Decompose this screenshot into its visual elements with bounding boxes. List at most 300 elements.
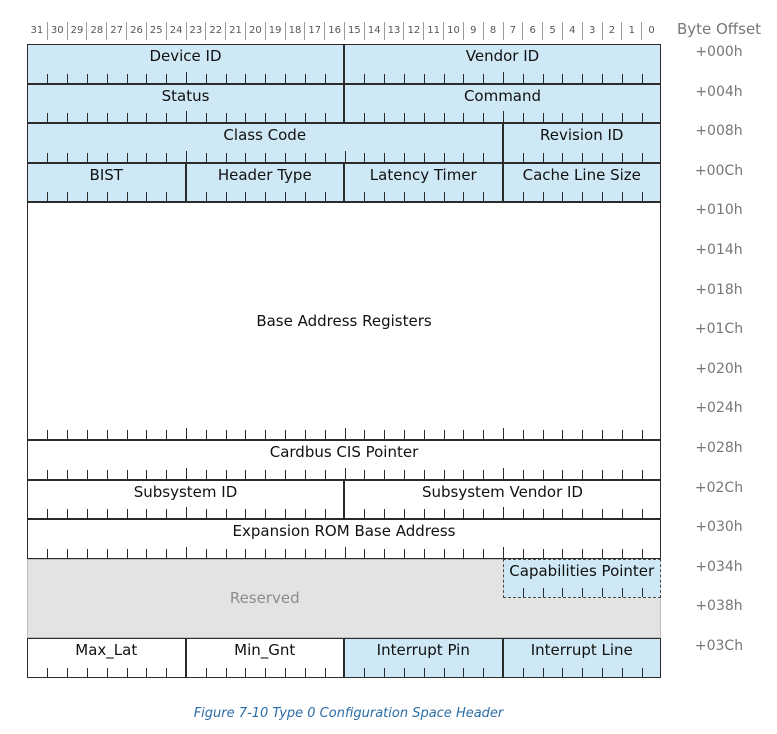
bit-tick	[463, 74, 464, 83]
bit-tick	[463, 470, 464, 479]
bit-tick	[602, 153, 603, 162]
bit-tick	[305, 430, 306, 439]
field-subsystem-id	[27, 480, 344, 520]
bit-tick	[523, 74, 524, 83]
byte-offset: +02Ch	[694, 479, 744, 496]
field-base-address-registers	[27, 202, 661, 440]
field-status	[27, 84, 344, 124]
bit-tick	[166, 153, 167, 162]
bit-tick	[166, 470, 167, 479]
field-reserved-label: Reserved	[229, 589, 300, 608]
bit-tick	[166, 192, 167, 201]
bit-tick	[127, 549, 128, 558]
bit-tick	[107, 113, 108, 122]
bit-tick	[503, 547, 504, 558]
bit-tick	[523, 113, 524, 122]
bit-tick	[146, 668, 147, 677]
bit-tick	[325, 470, 326, 479]
bit-tick	[285, 668, 286, 677]
field-device-id-label: Device ID	[149, 47, 222, 65]
bit-tick	[325, 74, 326, 83]
bit-tick	[245, 509, 246, 518]
bit-tick	[127, 74, 128, 83]
bit-tick	[463, 113, 464, 122]
bit-tick	[582, 588, 583, 597]
bit-tick	[364, 192, 365, 201]
bit-tick	[444, 430, 445, 439]
bit-tick	[226, 113, 227, 122]
bit-tick	[622, 74, 623, 83]
bit-tick	[47, 74, 48, 83]
bit-tick	[226, 74, 227, 83]
bit-tick	[602, 588, 603, 597]
bit-tick	[285, 509, 286, 518]
bit-tick	[404, 153, 405, 162]
bit-ticks	[28, 113, 343, 122]
bit-tick	[444, 470, 445, 479]
bit-tick	[543, 549, 544, 558]
bit-number: 7	[503, 22, 523, 40]
bit-tick	[265, 509, 266, 518]
bit-tick	[523, 153, 524, 162]
bit-number: 15	[344, 22, 364, 40]
field-bist	[27, 163, 186, 203]
bit-ticks	[504, 153, 661, 162]
bit-number: 31	[30, 25, 44, 36]
bit-number: 30	[47, 22, 67, 40]
bit-tick	[523, 192, 524, 201]
bit-tick	[602, 470, 603, 479]
bit-tick	[67, 153, 68, 162]
bit-tick	[444, 549, 445, 558]
bit-tick	[186, 547, 187, 558]
bit-tick	[245, 74, 246, 83]
bit-tick	[384, 470, 385, 479]
bit-tick	[562, 668, 563, 677]
bit-tick	[285, 430, 286, 439]
bit-tick	[424, 113, 425, 122]
bit-tick	[345, 428, 346, 439]
bit-tick	[384, 74, 385, 83]
bit-number: 2	[602, 22, 622, 40]
bit-tick	[285, 549, 286, 558]
field-capabilities-pointer	[503, 559, 662, 599]
bit-tick	[562, 509, 563, 518]
byte-offset: +03Ch	[694, 638, 744, 654]
bit-tick	[562, 470, 563, 479]
bit-tick	[622, 509, 623, 518]
bit-tick	[325, 430, 326, 439]
field-interrupt-pin-label: Interrupt Pin	[376, 641, 470, 659]
byte-offset-header: Byte Offset	[676, 20, 762, 38]
bit-tick	[206, 153, 207, 162]
bit-tick	[642, 74, 643, 83]
field-status-label: Status	[161, 86, 210, 105]
byte-offset: +024h	[695, 400, 743, 417]
field-cardbus-cis-pointer-label: Cardbus CIS Pointer	[269, 443, 419, 461]
bit-ticks	[504, 668, 661, 677]
bit-tick	[47, 668, 48, 677]
bit-tick	[245, 430, 246, 439]
bit-tick	[602, 113, 603, 122]
bit-tick	[384, 113, 385, 122]
bit-tick	[245, 153, 246, 162]
bit-tick	[622, 668, 623, 677]
bit-tick	[206, 192, 207, 201]
bit-tick	[424, 192, 425, 201]
byte-offset: +020h	[695, 360, 743, 377]
bit-tick	[523, 470, 524, 479]
bit-tick	[245, 470, 246, 479]
bit-tick	[622, 588, 623, 597]
bit-tick	[543, 668, 544, 677]
bit-tick	[107, 74, 108, 83]
bit-tick	[483, 74, 484, 83]
bit-number: 27	[106, 22, 126, 40]
bit-ticks	[28, 430, 660, 439]
bit-tick	[424, 470, 425, 479]
bit-tick	[364, 153, 365, 162]
bit-tick	[107, 153, 108, 162]
bit-tick	[463, 192, 464, 201]
bit-tick	[503, 72, 504, 83]
field-class-code-label: Class Code	[223, 126, 307, 145]
bit-tick	[325, 192, 326, 201]
bit-tick	[285, 153, 286, 162]
bit-tick	[503, 111, 504, 122]
field-min-gnt-label: Min_Gnt	[234, 641, 296, 659]
bit-tick	[543, 470, 544, 479]
bit-tick	[87, 153, 88, 162]
bit-tick	[444, 509, 445, 518]
field-header-type-label: Header Type	[217, 165, 312, 184]
bit-tick	[285, 470, 286, 479]
bit-tick	[265, 668, 266, 677]
field-vendor-id	[344, 44, 661, 84]
bit-ticks	[28, 549, 660, 558]
bit-tick	[562, 588, 563, 597]
bit-number: 26	[126, 22, 146, 40]
bit-tick	[483, 153, 484, 162]
bit-number: 5	[542, 22, 562, 40]
field-interrupt-pin	[344, 638, 503, 678]
bit-ticks	[345, 668, 502, 677]
field-cache-line-size	[503, 163, 662, 203]
bit-tick	[345, 547, 346, 558]
bit-tick	[47, 192, 48, 201]
bit-tick	[127, 470, 128, 479]
bit-ticks	[28, 470, 660, 479]
bit-tick	[325, 113, 326, 122]
bit-tick	[67, 509, 68, 518]
bit-tick	[47, 549, 48, 558]
bit-tick	[146, 509, 147, 518]
bit-tick	[47, 470, 48, 479]
field-vendor-id-label: Vendor ID	[465, 47, 540, 65]
bit-tick	[444, 192, 445, 201]
bit-tick	[543, 588, 544, 597]
bit-tick	[364, 113, 365, 122]
bit-tick	[47, 113, 48, 122]
field-subsystem-vendor-id-label: Subsystem Vendor ID	[422, 482, 583, 501]
bit-tick	[602, 192, 603, 201]
bit-tick	[206, 430, 207, 439]
bit-tick	[285, 192, 286, 201]
bit-tick	[483, 549, 484, 558]
bit-tick	[424, 549, 425, 558]
bit-tick	[622, 153, 623, 162]
bit-tick	[384, 509, 385, 518]
bit-tick	[622, 470, 623, 479]
bit-tick	[47, 153, 48, 162]
bit-tick	[305, 153, 306, 162]
byte-offset: +01Ch	[694, 321, 744, 338]
bit-tick	[127, 430, 128, 439]
bit-tick	[602, 509, 603, 518]
bit-tick	[622, 192, 623, 201]
bit-tick	[642, 588, 643, 597]
field-revision-id-label: Revision ID	[540, 126, 624, 145]
bit-tick	[107, 192, 108, 201]
bit-tick	[325, 668, 326, 677]
bit-tick	[67, 549, 68, 558]
bit-tick	[107, 470, 108, 479]
bit-tick	[186, 507, 187, 518]
bit-tick	[562, 192, 563, 201]
bit-tick	[523, 430, 524, 439]
bit-tick	[463, 549, 464, 558]
bit-number: 8	[483, 22, 503, 40]
field-device-id	[27, 44, 344, 84]
bit-tick	[305, 549, 306, 558]
bit-tick	[206, 470, 207, 479]
bit-tick	[67, 430, 68, 439]
bit-tick	[226, 509, 227, 518]
bit-number: 9	[463, 22, 483, 40]
bit-tick	[424, 430, 425, 439]
bit-number: 28	[86, 22, 106, 40]
bit-tick	[543, 153, 544, 162]
bit-ticks	[28, 509, 343, 518]
bit-tick	[166, 509, 167, 518]
bit-number: 13	[384, 22, 404, 40]
bit-tick	[404, 470, 405, 479]
bit-tick	[245, 549, 246, 558]
bit-tick	[305, 668, 306, 677]
bit-tick	[543, 74, 544, 83]
bit-tick	[424, 153, 425, 162]
bit-tick	[127, 153, 128, 162]
bit-number: 3	[582, 22, 602, 40]
bit-tick	[166, 549, 167, 558]
byte-offset: +008h	[695, 123, 743, 140]
bit-tick	[305, 192, 306, 201]
bit-ticks	[504, 588, 661, 597]
field-interrupt-line	[503, 638, 662, 678]
field-command	[344, 84, 661, 124]
bit-tick	[463, 668, 464, 677]
bit-number: 16	[324, 22, 344, 40]
bit-tick	[107, 668, 108, 677]
bit-tick	[364, 668, 365, 677]
bit-number: 21	[225, 22, 245, 40]
bit-tick	[325, 509, 326, 518]
bit-tick	[265, 153, 266, 162]
bit-tick	[127, 509, 128, 518]
byte-offset: +038h	[695, 598, 743, 615]
field-max-lat-label: Max_Lat	[75, 641, 138, 659]
bit-tick	[305, 113, 306, 122]
bit-tick	[226, 430, 227, 439]
bit-ticks	[345, 192, 502, 201]
bit-tick	[345, 151, 346, 162]
bit-tick	[245, 192, 246, 201]
bit-tick	[226, 192, 227, 201]
bit-tick	[483, 430, 484, 439]
bit-tick	[602, 430, 603, 439]
bit-tick	[325, 549, 326, 558]
bit-tick	[226, 668, 227, 677]
bit-tick	[67, 470, 68, 479]
bit-tick	[424, 509, 425, 518]
bit-tick	[503, 428, 504, 439]
bit-tick	[483, 470, 484, 479]
bit-ticks	[345, 113, 660, 122]
bit-tick	[444, 74, 445, 83]
bit-tick	[444, 668, 445, 677]
bit-tick	[582, 153, 583, 162]
bit-tick	[404, 668, 405, 677]
bit-tick	[543, 113, 544, 122]
bit-tick	[444, 153, 445, 162]
bit-number-header	[27, 22, 661, 40]
bit-tick	[543, 192, 544, 201]
bit-tick	[146, 74, 147, 83]
bit-tick	[424, 668, 425, 677]
bit-number: 1	[621, 22, 641, 40]
bit-tick	[582, 74, 583, 83]
bit-tick	[523, 668, 524, 677]
bit-tick	[226, 549, 227, 558]
field-header-type	[186, 163, 345, 203]
bit-tick	[503, 468, 504, 479]
bit-tick	[87, 74, 88, 83]
field-expansion-rom-base-address-label: Expansion ROM Base Address	[232, 522, 456, 541]
bit-tick	[166, 74, 167, 83]
bit-tick	[265, 192, 266, 201]
bit-tick	[404, 113, 405, 122]
bit-tick	[127, 668, 128, 677]
bit-tick	[364, 549, 365, 558]
bit-tick	[87, 113, 88, 122]
bit-tick	[325, 153, 326, 162]
field-expansion-rom-base-address	[27, 519, 661, 559]
bit-tick	[265, 74, 266, 83]
bit-tick	[582, 549, 583, 558]
bit-tick	[642, 470, 643, 479]
bit-tick	[285, 113, 286, 122]
bit-tick	[602, 74, 603, 83]
field-min-gnt	[186, 638, 345, 678]
bit-tick	[523, 509, 524, 518]
bit-tick	[483, 668, 484, 677]
bit-ticks	[28, 153, 502, 162]
bit-tick	[166, 430, 167, 439]
bit-tick	[463, 509, 464, 518]
bit-tick	[463, 153, 464, 162]
field-bist-label: BIST	[89, 165, 123, 184]
bit-tick	[107, 509, 108, 518]
bit-tick	[87, 192, 88, 201]
bit-number: 10	[443, 22, 463, 40]
bit-number: 11	[423, 22, 443, 40]
byte-offset: +028h	[695, 440, 743, 456]
bit-tick	[384, 668, 385, 677]
field-revision-id	[503, 123, 662, 163]
bit-tick	[186, 428, 187, 439]
bit-tick	[582, 470, 583, 479]
field-cardbus-cis-pointer	[27, 440, 661, 480]
bit-tick	[47, 509, 48, 518]
bit-number: 22	[205, 22, 225, 40]
caption-text: Figure 7-10 Type 0 Configuration Space Header	[193, 706, 504, 721]
bit-tick	[642, 192, 643, 201]
field-latency-timer-label: Latency Timer	[369, 165, 477, 184]
field-base-address-registers-label: Base Address Registers	[256, 312, 432, 331]
bit-tick	[642, 549, 643, 558]
field-subsystem-id-label: Subsystem ID	[133, 482, 238, 501]
bit-tick	[582, 113, 583, 122]
bit-tick	[384, 430, 385, 439]
byte-offset: +034h	[695, 558, 743, 575]
bit-tick	[265, 113, 266, 122]
bit-number: 25	[146, 22, 166, 40]
bit-tick	[582, 192, 583, 201]
bit-tick	[226, 470, 227, 479]
bit-tick	[166, 668, 167, 677]
bit-ticks	[28, 74, 343, 83]
bit-tick	[285, 74, 286, 83]
bit-number: 4	[562, 22, 582, 40]
bit-tick	[186, 72, 187, 83]
byte-offset: +030h	[695, 519, 743, 536]
field-class-code	[27, 123, 503, 163]
bit-tick	[107, 430, 108, 439]
bit-number: 18	[285, 22, 305, 40]
bit-number: 12	[403, 22, 423, 40]
bit-tick	[404, 509, 405, 518]
bit-tick	[483, 192, 484, 201]
bit-number: 29	[67, 22, 87, 40]
bit-tick	[483, 113, 484, 122]
bit-tick	[305, 74, 306, 83]
bit-tick	[642, 509, 643, 518]
bit-tick	[622, 113, 623, 122]
byte-offset: +014h	[695, 242, 743, 258]
bit-tick	[87, 668, 88, 677]
bit-tick	[364, 430, 365, 439]
bit-tick	[562, 430, 563, 439]
bit-ticks	[187, 668, 344, 677]
bit-tick	[384, 153, 385, 162]
bit-number: 23	[186, 22, 206, 40]
bit-tick	[562, 153, 563, 162]
bit-tick	[364, 470, 365, 479]
bit-tick	[186, 151, 187, 162]
bit-tick	[226, 153, 227, 162]
byte-offset: +004h	[695, 83, 743, 100]
bit-tick	[582, 430, 583, 439]
